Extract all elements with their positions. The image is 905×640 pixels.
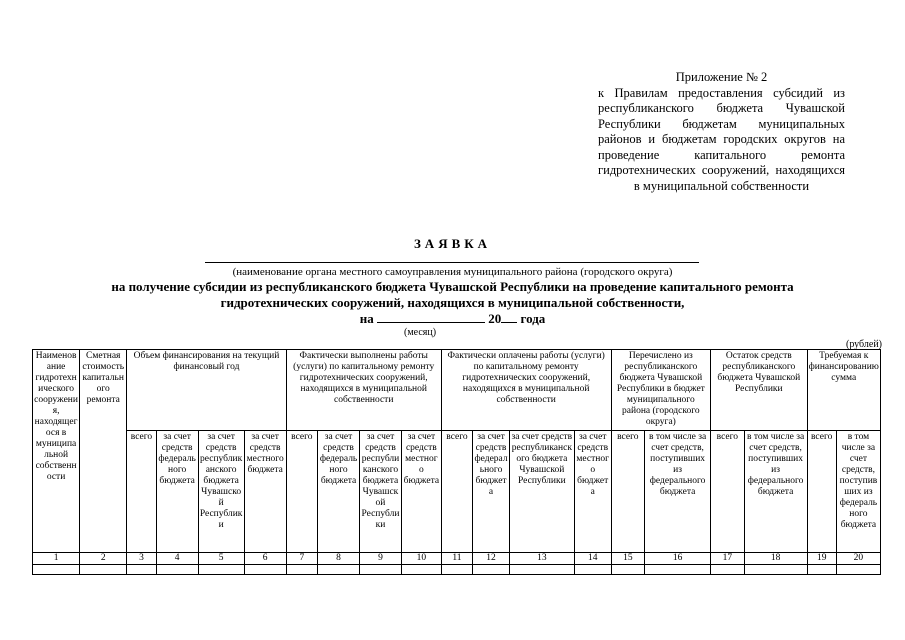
empty-cell[interactable] [509,565,574,575]
column-number: 14 [574,553,611,565]
sub-local: за счет средств местного бюджета [401,431,441,553]
column-number: 15 [611,553,645,565]
sub-total: всего [711,431,745,553]
date-prefix: на [359,311,374,326]
sub-total: всего [127,431,156,553]
appendix-text: к Правилам предоставления субсидий из республиканского бюджета Чувашской Республики бюджетам муниципальных районов и бюджетам городских округов на проведение капитального ремонта гидротехнических сооружений, находящихся в муниципальной собственности [598,85,845,193]
header-cost: Сметная стоимость капитального ремонта [80,350,127,553]
empty-cell[interactable] [836,565,880,575]
sub-incl-federal: в том числе за счет средств, поступивших из федерального бюджета [645,431,711,553]
date-line [0,311,905,327]
sub-federal: за счет средств федерального бюджета [318,431,360,553]
sub-total: всего [611,431,645,553]
column-number: 8 [318,553,360,565]
month-blank [377,311,485,323]
header-name: Наименование гидротехнического сооружения, находящегося в муниципальной собственности [33,350,80,553]
purpose-text: на получение субсидии из республиканского бюджета Чувашской Республики на проведение капитального ремонта гидротехнических сооружений, находящихся в муниципальной собственности, [111,279,794,310]
column-number: 13 [509,553,574,565]
empty-cell[interactable] [127,565,156,575]
empty-cell[interactable] [80,565,127,575]
sub-local: за счет средств местного бюджета [574,431,611,553]
date-century: 20 [488,311,502,326]
empty-cell[interactable] [33,565,80,575]
column-number: 12 [473,553,510,565]
empty-cell[interactable] [645,565,711,575]
sub-republic: за счет средств республиканского бюджета Чувашской Республики [360,431,402,553]
empty-cell[interactable] [611,565,645,575]
appendix-block [598,70,845,194]
empty-row [33,565,881,575]
column-number: 7 [286,553,317,565]
document-title: ЗАЯВКА [413,236,492,251]
sub-total: всего [807,431,836,553]
column-number: 4 [156,553,198,565]
sub-federal: за счет средств федерального бюджета [156,431,198,553]
column-number: 9 [360,553,402,565]
column-number: 19 [807,553,836,565]
column-number: 16 [645,553,711,565]
sub-incl-federal: в том числе за счет средств, поступивших из федерального бюджета [744,431,807,553]
empty-cell[interactable] [473,565,510,575]
sub-total: всего [286,431,317,553]
sub-total: всего [441,431,472,553]
column-number-row [33,553,881,565]
sub-incl-federal: в том числе за счет средств, поступивших из федерального бюджета [836,431,880,553]
column-number: 3 [127,553,156,565]
empty-cell[interactable] [401,565,441,575]
column-number: 6 [244,553,286,565]
empty-cell[interactable] [286,565,317,575]
empty-cell[interactable] [244,565,286,575]
unit-label: (рублей) [845,339,882,350]
column-number: 1 [33,553,80,565]
column-number: 18 [744,553,807,565]
column-number: 5 [198,553,244,565]
column-number: 10 [401,553,441,565]
appendix-title: Приложение № 2 [675,70,768,84]
column-number: 11 [441,553,472,565]
date-suffix: года [520,311,546,326]
empty-cell[interactable] [198,565,244,575]
year-blank [501,311,517,323]
org-name-line [205,262,699,263]
empty-cell[interactable] [318,565,360,575]
sub-federal: за счет средств федерального бюджета [473,431,510,553]
org-caption: (наименование органа местного самоуправления муниципального района (городского округа) [232,266,673,278]
column-number: 17 [711,553,745,565]
header-volume: Объем финансирования на текущий финансовый год [127,350,286,431]
header-required: Требуемая к финансированию сумма [807,350,880,431]
month-caption: (месяц) [404,327,437,338]
sub-local: за счет средств местного бюджета [244,431,286,553]
application-table [32,349,881,575]
header-done: Фактически выполнены работы (услуги) по капитальному ремонту гидротехнических сооружений, находящихся в муниципальной собственности [286,350,441,431]
empty-cell[interactable] [744,565,807,575]
empty-cell[interactable] [807,565,836,575]
header-remainder: Остаток средств республиканского бюджета Чувашской Республики [711,350,807,431]
sub-republic: за счет средств республиканского бюджета Чувашской Республики [509,431,574,553]
header-transferred: Перечислено из республиканского бюджета Чувашской Республики в бюджет муниципального района (городского округа) [611,350,711,431]
column-number: 2 [80,553,127,565]
empty-cell[interactable] [360,565,402,575]
empty-cell[interactable] [441,565,472,575]
column-number: 20 [836,553,880,565]
empty-cell[interactable] [711,565,745,575]
empty-cell[interactable] [156,565,198,575]
header-paid: Фактически оплачены работы (услуги) по капитальному ремонту гидротехнических сооружений, находящихся в муниципальной собственности [441,350,611,431]
empty-cell[interactable] [574,565,611,575]
sub-republic: за счет средств республиканского бюджета Чувашской Республики [198,431,244,553]
